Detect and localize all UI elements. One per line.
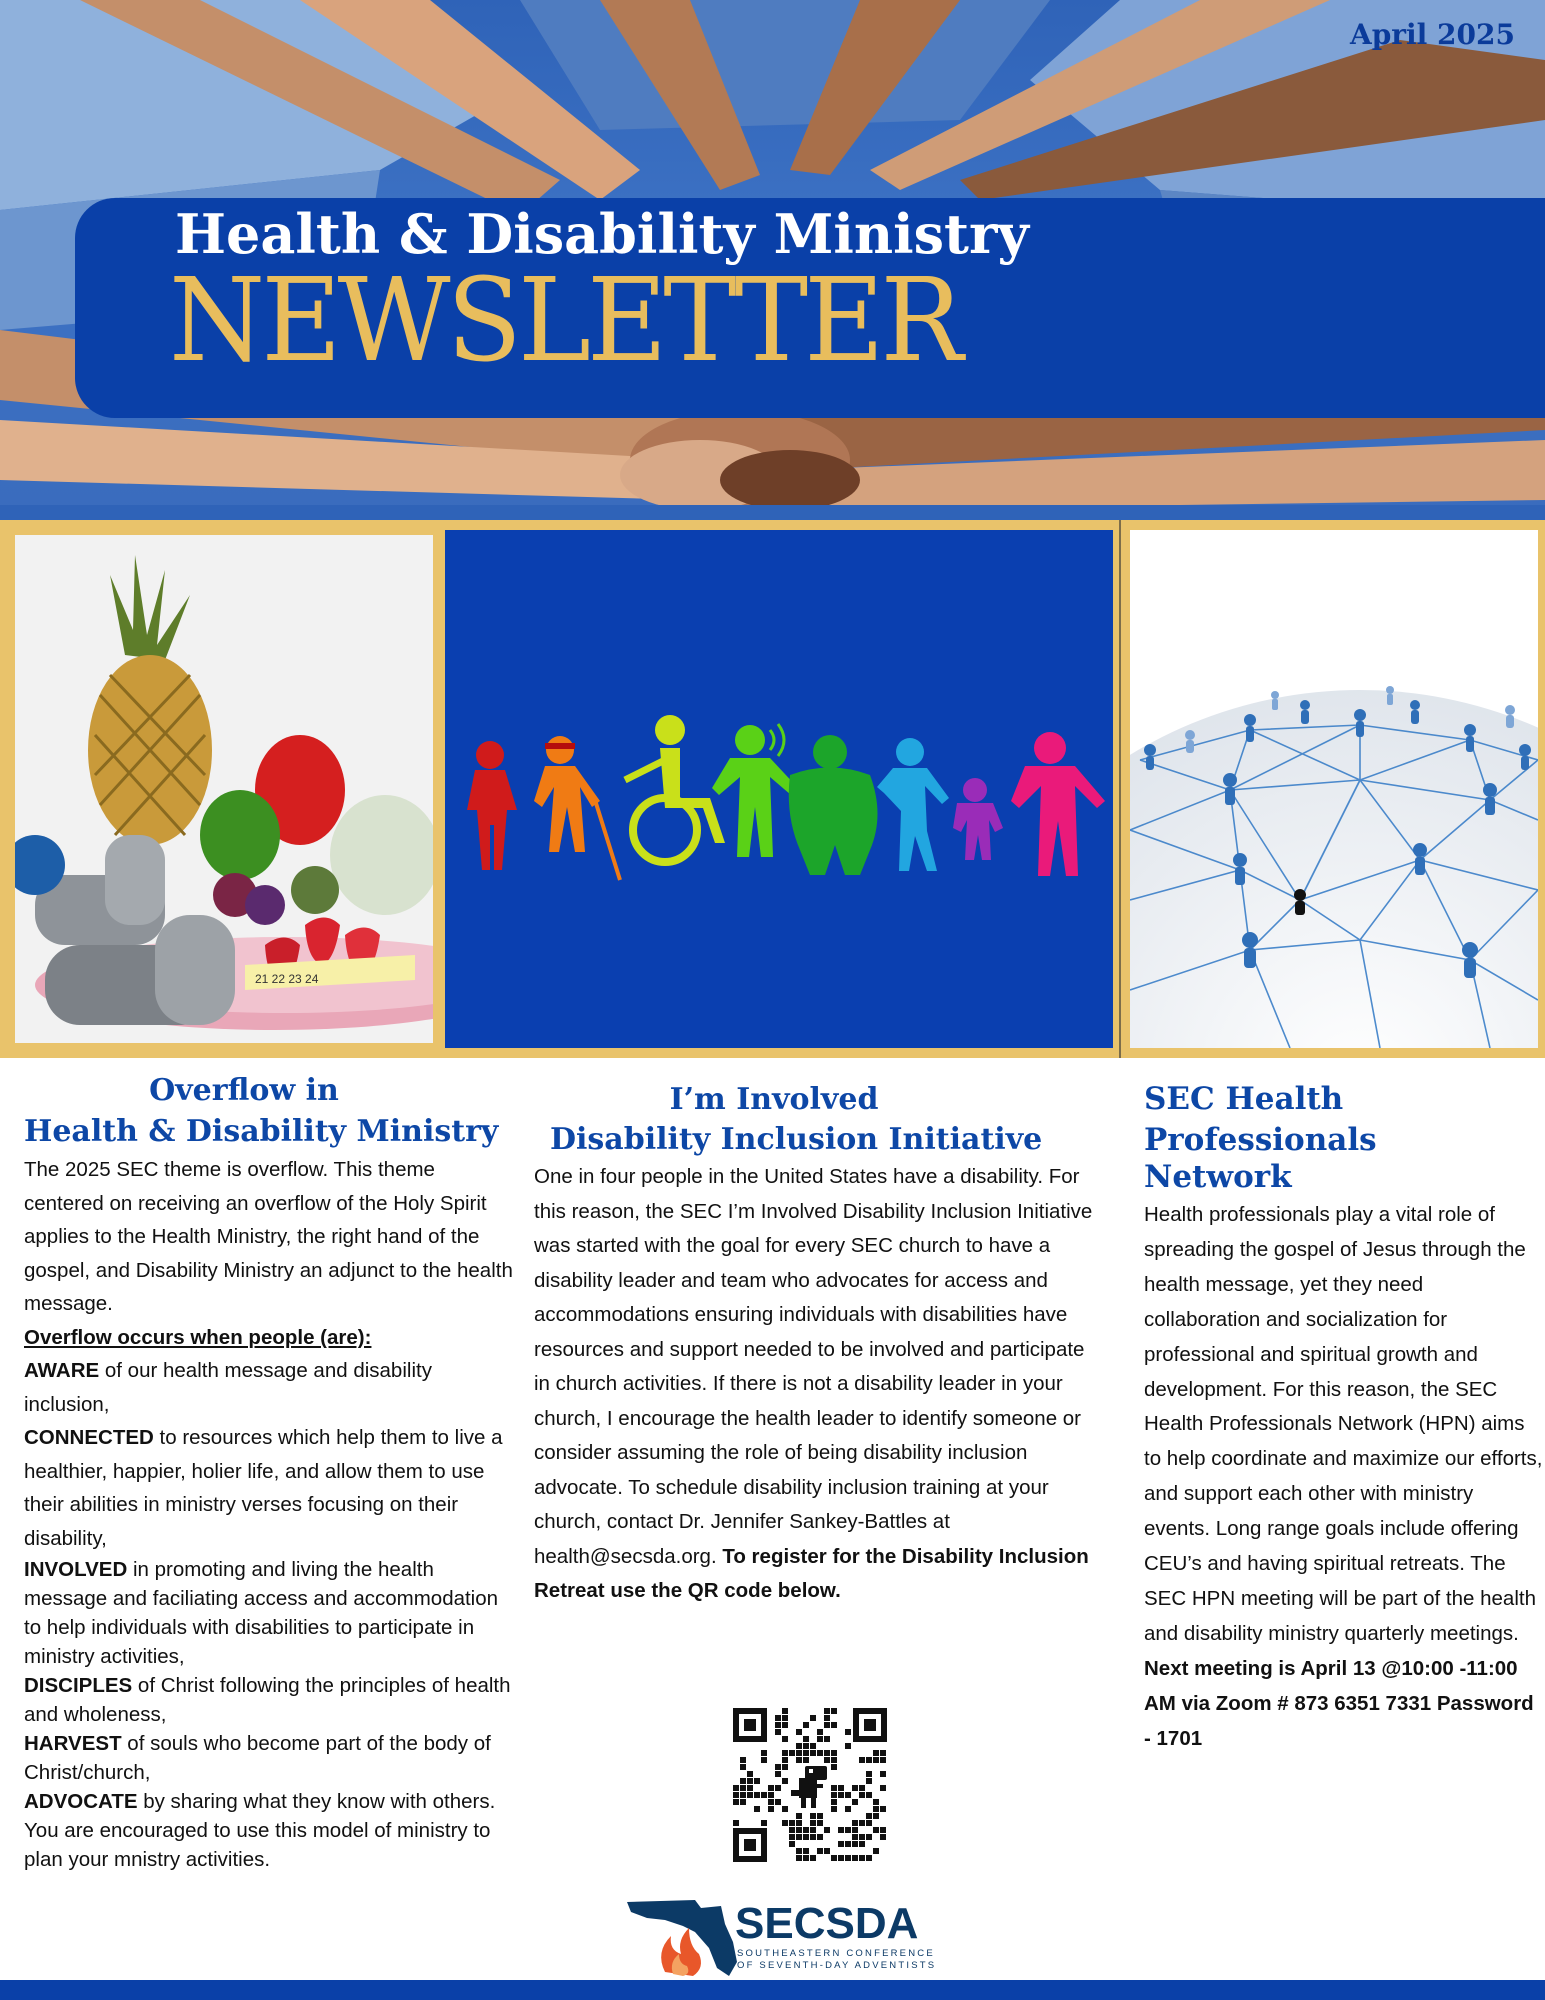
overflow-heading-line2: Health & Disability Ministry: [24, 1114, 499, 1149]
involved-body: [534, 1160, 1094, 1609]
involved-text: One in four people in the United States have a disability. For this reason, the SEC I’m Involved Disability Inclusion Initiative was started with the goal for every SEC church to have a disability leader and team who advocates for access and accommodations ensuring individuals with disabilities have resources and support needed to be involved and participate in church activities. If there is not a disability leader in your church, I encourage the health leader to identify someone or consider assuming the role of being disability inclusion advocate. To schedule disability inclusion training at your church, contact Dr. Jennifer Sankey-Battles at health@secsda.org.: [534, 1165, 1093, 1568]
overflow-list-item: [24, 1787, 514, 1874]
overflow-body: [24, 1153, 514, 1874]
overflow-term: INVOLVED: [24, 1558, 128, 1581]
overflow-term: AWARE: [24, 1359, 100, 1382]
network-meeting-info: Next meeting is April 13 @10:00 -11:00 AM via Zoom # 873 6351 7331 Password - 1701: [1144, 1656, 1534, 1750]
disability-inclusion-figures-image: [445, 530, 1113, 1048]
network-body: [1144, 1198, 1544, 1757]
newsletter-title: Health & Disability Ministry: [175, 202, 1029, 266]
overflow-list-heading: Overflow occurs when people (are):: [24, 1325, 372, 1349]
issue-date: April 2025: [1349, 18, 1515, 51]
image-row: [0, 520, 1545, 1058]
logo-wordmark: SECSDA: [735, 1899, 919, 1948]
secsda-logo: [625, 1890, 945, 1980]
logo-tagline-line1: SOUTHEASTERN CONFERENCE: [737, 1948, 935, 1959]
network-heading-line2: Network: [1144, 1159, 1292, 1195]
overflow-text: of our health message and disability inclusion,: [24, 1359, 432, 1416]
overflow-text: of souls who become part of the body of Christ/church,: [24, 1732, 491, 1784]
overflow-term: ADVOCATE: [24, 1790, 138, 1813]
overflow-text: in promoting and living the health message and faciliating access and accommodation to help individuals with disabilities to participate in ministry activities,: [24, 1558, 499, 1668]
involved-heading-line2: Disability Inclusion Initiative: [550, 1122, 1043, 1157]
column-divider: [1119, 520, 1121, 1058]
network-text: Health professionals play a vital role of spreading the gospel of Jesus through the health message, yet they need collaboration and socialization for professional and spiritual growth and development. For this reason, the SEC Health Professionals Network (HPN) aims to help coordinate and maximize our efforts, and support each other with ministry events. Long range goals include offering CEU’s and having spiritual retreats. The SEC HPN meeting will be part of the health and disability ministry quarterly meetings.: [1144, 1203, 1543, 1645]
healthy-food-dumbbells-image: [15, 535, 433, 1043]
involved-register-text: To register for the Disability Inclusion Retreat use the QR code below.: [534, 1544, 1089, 1602]
overflow-list-item: [24, 1421, 514, 1555]
retreat-registration-qr-code[interactable]: [733, 1708, 887, 1862]
overflow-term: DISCIPLES: [24, 1674, 133, 1697]
overflow-intro: The 2025 SEC theme is overflow. This theme centered on receiving an overflow of the Holy Spirit applies to the Health Ministry, the right hand of the gospel, and Disability Ministry an adjunct to the health message.: [24, 1158, 513, 1315]
overflow-text: by sharing what they know with others. You are encouraged to use this model of ministry to plan your mnistry activities.: [24, 1790, 496, 1871]
hero-banner: [0, 0, 1545, 520]
overflow-list-item: [24, 1555, 514, 1671]
footer-bar: [0, 1980, 1545, 2000]
overflow-list-item: [24, 1729, 514, 1787]
title-banner: [75, 198, 1545, 418]
overflow-list-item: [24, 1354, 514, 1421]
involved-heading-line1: I’m Involved: [669, 1082, 879, 1117]
im-involved-section: [534, 1080, 1094, 1609]
svg-text:21 22 23 24: 21 22 23 24: [255, 972, 319, 986]
health-professionals-network-section: [1144, 1079, 1544, 1757]
overflow-text: of Christ following the principles of health and wholeness,: [24, 1674, 511, 1726]
newsletter-subtitle: NEWSLETTER: [169, 252, 960, 388]
overflow-text: to resources which help them to live a healthier, happier, holier life, and allow them to use their abilities in ministry verses focusing on their disability,: [24, 1426, 503, 1550]
overflow-heading-line1: Overflow in: [149, 1073, 339, 1108]
professional-network-globe-image: [1130, 530, 1538, 1048]
overflow-list-item: [24, 1671, 514, 1729]
overflow-term: CONNECTED: [24, 1426, 154, 1449]
network-heading-line1: SEC Health Professionals: [1144, 1081, 1377, 1158]
logo-tagline-line2: OF SEVENTH-DAY ADVENTISTS: [737, 1960, 937, 1971]
overflow-section: [24, 1071, 514, 1874]
overflow-term: HARVEST: [24, 1732, 122, 1755]
